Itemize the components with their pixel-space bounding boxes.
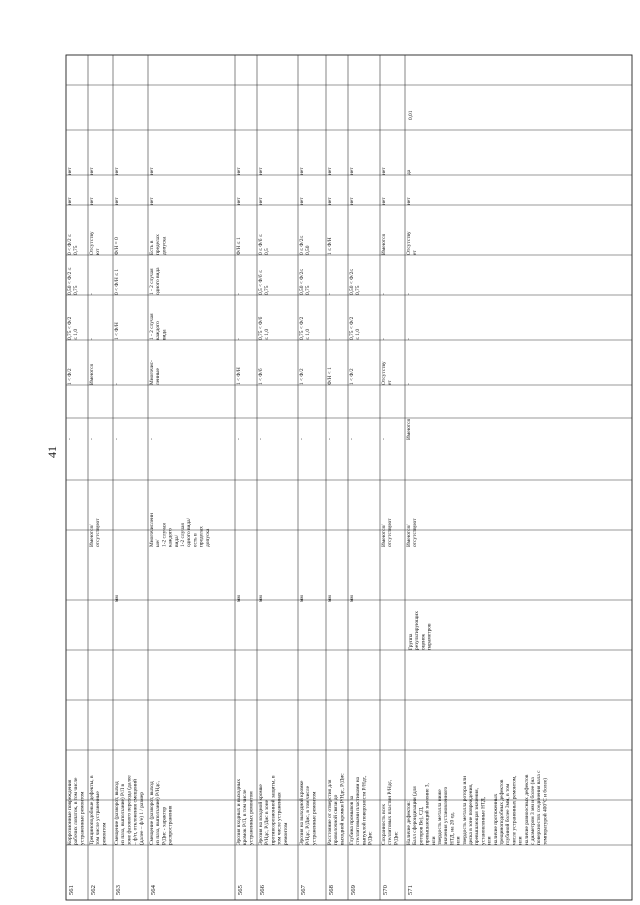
group-label: Группа xyxy=(408,633,414,650)
parameter-name: Эрозия на входной кромке xyxy=(258,784,264,845)
grade-2: Имеются xyxy=(89,364,95,385)
criterion: отсутствуют xyxy=(412,518,419,547)
parameter-name: устраненные ремонтом xyxy=(311,791,318,845)
grade-3: каждого xyxy=(155,321,162,340)
criterion: Многочисленн xyxy=(149,513,155,547)
grade-2: 1 < Φ/Н xyxy=(236,367,242,385)
parameter-name: Эрозия входных и выходных xyxy=(236,778,242,845)
parameter-name: Расстояние от отверстия для xyxy=(327,779,333,845)
grade-5: ют xyxy=(95,248,102,255)
parameter-name: проволочной связи до xyxy=(333,794,340,845)
unit: мм xyxy=(258,595,264,602)
criterion: Имеются/ xyxy=(381,524,387,547)
grade-5: 0 ≤ Φ/2≤ xyxy=(299,235,305,255)
grade-3: ≤ 1,0 xyxy=(355,328,362,340)
criterion: ые/ xyxy=(155,539,162,547)
flag-1: нет xyxy=(381,197,387,205)
parameter-name: ремонтом xyxy=(282,822,289,845)
flag-2: нет xyxy=(299,167,305,175)
grade-3: - xyxy=(381,338,387,340)
parameter-name: том числе устраненные xyxy=(95,791,102,845)
grade-4: 0,50 < Φ/2≤ xyxy=(299,268,305,295)
grade-3: ≤ 1,0 xyxy=(73,328,80,340)
group-label: результирующих xyxy=(414,611,421,650)
flag-2: нет xyxy=(149,167,155,175)
grade-2: ет xyxy=(387,380,394,385)
grade-1: - xyxy=(67,438,73,440)
unit: мм xyxy=(327,595,333,602)
parameter-name: с диаметром 3 мм и более (на xyxy=(530,777,536,845)
grade-1: - xyxy=(299,438,305,440)
parameter-name: Р/Дис xyxy=(367,831,374,845)
grade-4: - xyxy=(89,293,95,295)
parameter-name: значения установленного xyxy=(443,786,450,845)
row-number: 563 xyxy=(115,885,122,895)
grade-2: 1 < Φ/б xyxy=(258,368,264,385)
parameter-name: зоне фазового перехода (далее xyxy=(126,775,133,845)
grade-4: 0 < Φ/Н ≤ 1 xyxy=(114,268,120,295)
grade-1: - xyxy=(149,438,155,440)
grade-1: - xyxy=(114,438,120,440)
grade-5: Φ/Н ≤ 1 xyxy=(236,237,242,255)
grade-4: 0,75 xyxy=(355,285,362,295)
parameter-name: трещиноподобных дефектов xyxy=(499,779,505,845)
flag-1: нет xyxy=(89,197,95,205)
parameter-name: или xyxy=(517,836,524,845)
grade-5: допуска xyxy=(161,236,168,255)
flag-1: нет xyxy=(114,197,120,205)
table-grid xyxy=(66,55,632,900)
flag-1: нет xyxy=(406,197,412,205)
parameter-name: превышающая значения, xyxy=(474,788,481,845)
criterion: отсутствуют xyxy=(387,518,394,547)
parameter-name: Глубина промывов за xyxy=(349,795,355,845)
parameter-name: или xyxy=(430,836,437,845)
grade-2: Отсутству xyxy=(381,361,387,385)
grade-1: Имеются xyxy=(406,419,412,440)
grade-3: 0,75 < Φ/2 xyxy=(349,316,355,340)
parameter-name: Коррозионные повреждения xyxy=(67,779,73,845)
grade-2: - xyxy=(406,383,412,385)
row-number: 567 xyxy=(300,885,307,895)
grade-4: 0,75 xyxy=(264,285,271,295)
parameter-name: диска в зоне повреждения, xyxy=(468,783,474,845)
flag-2: нет xyxy=(258,167,264,175)
grade-1: - xyxy=(327,438,333,440)
grade-3: 1 < Φ/Н xyxy=(114,322,120,340)
grade-3: 1 - 2 случая xyxy=(149,313,155,340)
parameter-name: ремонтом xyxy=(101,822,108,845)
row-number: 569 xyxy=(350,885,357,895)
grade-1: - xyxy=(349,438,355,440)
parameter-name: Р/Ндс, Р/Дис в зоне xyxy=(264,800,271,845)
table-frame xyxy=(66,55,632,900)
criterion: отсутствуют xyxy=(95,518,102,547)
grade-3: 0,75 < Φ/б xyxy=(258,316,264,340)
grade-3: - xyxy=(236,338,242,340)
criterion: 1-2 случая xyxy=(161,523,168,547)
parameter-name: кромок Р/Л, в том числе xyxy=(242,789,249,845)
parameter-name: глубиной более 3мм, в том xyxy=(505,783,512,845)
grade-3: - xyxy=(406,338,412,340)
grade-3: - xyxy=(327,338,333,340)
grade-4: - xyxy=(236,293,242,295)
grade-4: 0,5 < Φ/б ≤ xyxy=(258,270,264,295)
grade-4: одного вида xyxy=(155,267,162,295)
grade-3: ≤ 1,0 xyxy=(305,328,312,340)
parameter-name: из паза, выползание) Р/Ндс, xyxy=(155,781,162,845)
parameter-name: наличие протяженных xyxy=(492,793,499,845)
grade-4: 0,50 < Φ/2≤ xyxy=(349,268,355,295)
parameter-name: Смещение (разворот, выход xyxy=(149,781,155,845)
weight-value: 0,01 xyxy=(408,110,414,120)
parameter-name: противоэрозионной защиты, в xyxy=(270,775,277,845)
flag-1: нет xyxy=(67,197,73,205)
parameter-name: твердость металла ротора или xyxy=(461,776,468,845)
criterion: пределах xyxy=(198,526,205,547)
parameter-name: температурой 400°С и более) xyxy=(542,777,549,845)
grade-4: 0,75 xyxy=(73,285,80,295)
flag-1: нет xyxy=(349,197,355,205)
parameter-name: Смещение (разворот, выход xyxy=(114,781,120,845)
parameter-name: НТД, на 20 ед. xyxy=(449,812,456,845)
unit: мм xyxy=(236,595,242,602)
unit: мм xyxy=(299,595,305,602)
parameter-name: том числе устраненная xyxy=(276,792,283,845)
grade-1: - xyxy=(258,438,264,440)
criterion: допуска xyxy=(204,528,211,547)
parameter-name: стеллитовыми пластинами на xyxy=(355,777,362,845)
grade-5: Есть в xyxy=(149,240,155,255)
grade-2: 1 < Φ/2 xyxy=(67,368,73,385)
grade-2: ленные xyxy=(155,368,162,385)
grade-5: Отсутству xyxy=(406,231,412,255)
group-label: параметров xyxy=(426,623,433,650)
grade-4: 0,50 < Φ/2 ≤ xyxy=(67,267,73,295)
flag-2: нет xyxy=(381,167,387,175)
grade-3: вида xyxy=(161,329,168,340)
grade-2: Φ/Н < 1 xyxy=(327,367,333,385)
table-rows xyxy=(67,110,548,895)
grade-3: 0,75 < Φ/2 xyxy=(299,316,305,340)
grade-5: Имеются xyxy=(381,234,387,255)
parameter-name: из паза, выползание) Р/Л в xyxy=(120,783,127,845)
parameter-name: стеллитовых пластин Р/Ндс, xyxy=(387,779,394,845)
flag-2: нет xyxy=(349,167,355,175)
grade-5: 0,50 xyxy=(305,245,312,255)
flag-1: нет xyxy=(258,197,264,205)
flag-1: нет xyxy=(327,197,333,205)
parameter-name: твердость металла ниже xyxy=(437,789,443,845)
unit: мм xyxy=(114,595,120,602)
grade-4: - xyxy=(327,293,333,295)
grade-3: - xyxy=(89,338,95,340)
row-number: 571 xyxy=(407,885,414,895)
parameter-name: Р/Дис - характер xyxy=(161,806,168,845)
parameter-name: выходной кромки Р/Ндс, Р/Дис xyxy=(339,773,346,845)
parameter-name: Сохранность всех xyxy=(381,803,387,845)
parameter-name: превышающий значение 3, xyxy=(424,783,431,845)
parameter-name: роторов Ве), СД, xyxy=(418,806,425,845)
grade-1: - xyxy=(89,438,95,440)
grade-2: Многочис- xyxy=(149,360,155,385)
parameter-name: поверхностях соединения вала с xyxy=(536,770,543,845)
group-label: оценок xyxy=(420,633,427,650)
criterion: 1-2 случая xyxy=(180,523,186,547)
parameter-name: Трещиноподобные дефекты, в xyxy=(89,775,95,845)
grade-2: - xyxy=(114,383,120,385)
grade-5: 1 ≤ Φ/Н xyxy=(327,237,333,255)
flag-2: нет xyxy=(327,167,333,175)
parameter-name: устраненных ремонтом xyxy=(248,791,255,845)
grade-5: пределах xyxy=(155,234,162,255)
grade-5: Отсутству xyxy=(89,231,95,255)
parameter-name: или xyxy=(455,836,462,845)
flag-1: нет xyxy=(149,197,155,205)
row-number: 565 xyxy=(237,885,244,895)
grade-5: 0,75 xyxy=(73,245,80,255)
flag-2: нет xyxy=(236,167,242,175)
grade-5: 0 < Φ/2 ≤ xyxy=(67,234,73,255)
row-number: 564 xyxy=(150,885,157,895)
grade-1: - xyxy=(236,438,242,440)
criterion: вида/ xyxy=(173,534,180,547)
row-number: 561 xyxy=(68,885,75,895)
grade-3: ≤ 1,0 xyxy=(264,328,271,340)
grade-5: Φ/Н = 0 xyxy=(114,237,120,255)
criterion: есть в xyxy=(192,533,199,547)
criterion: Имеются/ xyxy=(89,524,95,547)
parameter-name: распространения xyxy=(167,805,174,845)
page-number: 41 xyxy=(45,446,59,458)
grade-5: 0 ≤ Φ/б ≤ xyxy=(258,234,264,255)
row-number: 570 xyxy=(382,885,389,895)
parameter-name: Р/Ндс, Р/Дис, в том числе xyxy=(305,786,312,845)
parameter-name: устраненные ремонтом xyxy=(79,791,86,845)
parameter-name: числе устраненных ремонтом, xyxy=(511,775,518,845)
parameter-name: (далее – ф/е) 1 / размер xyxy=(138,792,145,845)
parameter-name: выпуклой поверхности Р/Ндс, xyxy=(361,775,368,845)
flag-1: нет xyxy=(236,197,242,205)
parameter-name: – ф/п, отклонения смещений xyxy=(132,779,139,845)
parameter-name: наличие равноосных дефектов xyxy=(523,774,530,845)
flag-2: да xyxy=(406,169,412,175)
grade-3: 0,75 < Φ/2 xyxy=(67,316,73,340)
grade-4: - xyxy=(406,293,412,295)
parameter-name: установленные НТД, xyxy=(480,796,487,845)
grade-5: 0,5 xyxy=(264,248,271,255)
grade-1: - xyxy=(381,438,387,440)
unit: мм xyxy=(349,595,355,602)
grade-4: 0,75 xyxy=(305,285,312,295)
parameter-name: Наличие дефектов: xyxy=(406,801,412,845)
flag-1: нет xyxy=(299,197,305,205)
grade-2: 1 < Φ/2 xyxy=(349,368,355,385)
row-number: 562 xyxy=(90,885,97,895)
parameter-name: Балл сфероидизации (для xyxy=(412,786,419,845)
grade-4: - xyxy=(381,293,387,295)
parameter-name: Эрозия на выходной кромке xyxy=(299,780,305,845)
criterion: каждого xyxy=(167,528,174,547)
criterion: одного вида/ xyxy=(186,517,193,547)
parameter-name: или xyxy=(486,836,493,845)
parameter-name: рабочих лопаток, в том числе xyxy=(73,777,80,845)
grade-4: 1 - 2 случая xyxy=(149,268,155,295)
criterion: Имеются/ xyxy=(406,524,412,547)
row-number: 568 xyxy=(328,885,335,895)
flag-2: нет xyxy=(67,167,73,175)
flag-2: нет xyxy=(89,167,95,175)
flag-2: нет xyxy=(114,167,120,175)
grade-2: 1 < Φ/2 xyxy=(299,368,305,385)
row-number: 566 xyxy=(259,885,266,895)
grade-5: ет xyxy=(412,250,419,255)
parameter-name: Р/Дис xyxy=(393,831,400,845)
